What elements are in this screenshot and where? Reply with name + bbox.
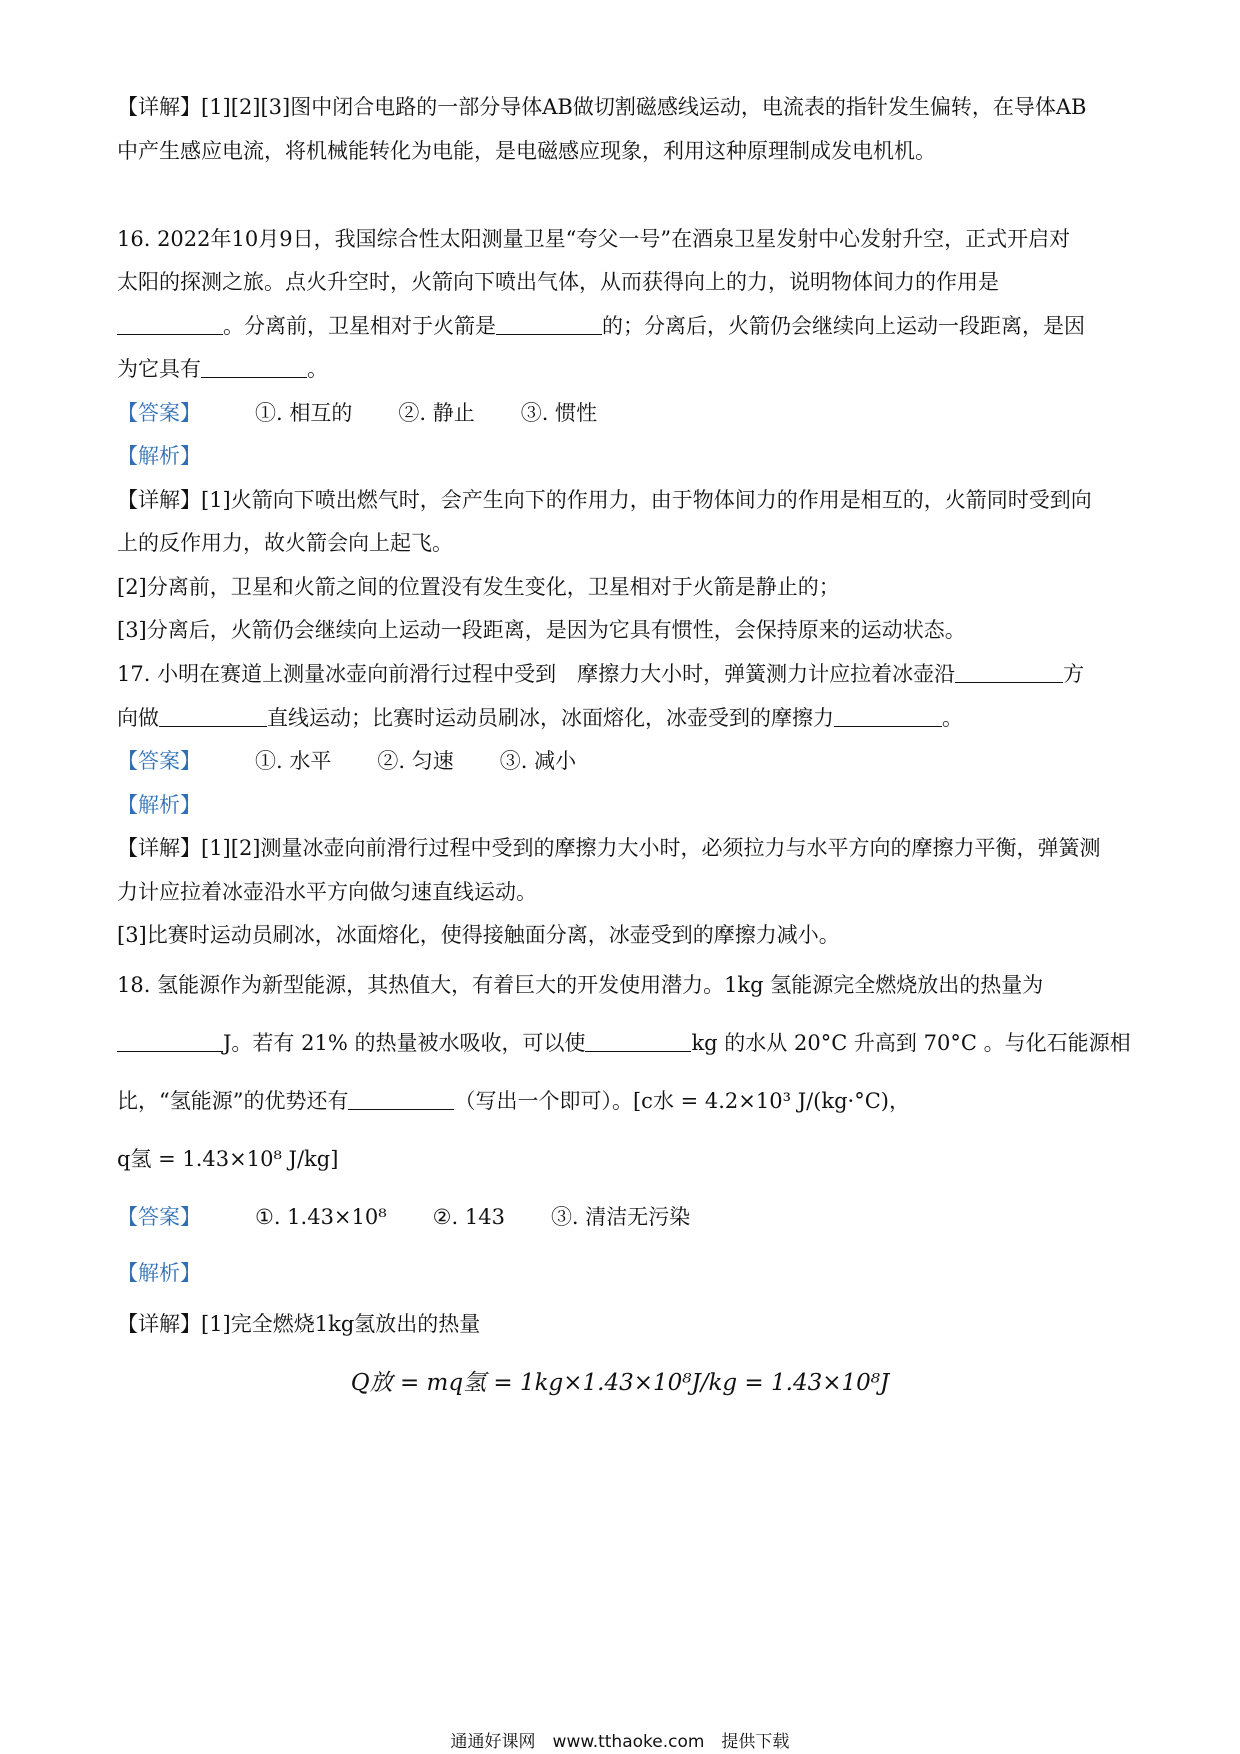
q16-analysis-label: 【解析】 [117, 444, 201, 468]
q18-stem-3b: （写出一个即可）。[c水 = 4.2×10³ J/(kg·°C)， [454, 1089, 910, 1113]
q18-stem-2b: kg 的水从 20°C 升高到 70°C 。与化石能源相 [691, 1031, 1131, 1055]
q16-detail-line-2: 上的反作用力，故火箭会向上起飞。 [117, 531, 453, 555]
q16-blank-1 [117, 312, 223, 335]
q16-answer-row [117, 398, 1127, 428]
q18-answer-row [117, 1202, 1127, 1232]
q18-stem-line-2 [117, 1028, 1131, 1058]
q18-answer-2: ②. 143 [432, 1205, 505, 1229]
q16-stem-line-2: 太阳的探测之旅。点火升空时，火箭向下喷出气体，从而获得向上的力，说明物体间力的作用是 [117, 270, 999, 294]
q16-stem-3a: 。分离前，卫星相对于火箭是 [223, 314, 496, 338]
q18-detail-line-1: 【详解】[1]完全燃烧1kg氢放出的热量 [117, 1312, 481, 1336]
q17-stem-2a: 向做 [117, 706, 159, 730]
q16-answer-3: ③. 惯性 [520, 401, 598, 425]
q18-blank-2 [585, 1029, 691, 1052]
q18-stem-line-1: 18. 氢能源作为新型能源，其热值大，有着巨大的开发使用潜力。1kg 氢能源完全燃烧放出的热量为 [117, 973, 1044, 997]
q17-stem-2b: 直线运动；比赛时运动员刷冰，冰面熔化，冰壶受到的摩擦力 [267, 706, 834, 730]
q18-answer-1: ①. 1.43×10⁸ [255, 1205, 387, 1229]
q17-analysis-label: 【解析】 [117, 793, 201, 817]
q16-stem-line-1: 16. 2022年10月9日，我国综合性太阳测量卫星“夸父一号”在酒泉卫星发射中心发射升空，正式开启对 [117, 227, 1071, 251]
q18-answer-3: ③. 清洁无污染 [550, 1205, 691, 1229]
q17-answer-row [117, 746, 1127, 776]
q17-answer-2: ②. 匀速 [377, 749, 454, 773]
q16-answer-label: 【答案】 [117, 401, 201, 425]
q18-stem-3a: 比，“氢能源”的优势还有 [117, 1089, 349, 1113]
q16-blank-2 [496, 312, 602, 335]
q16-stem-4b: 。 [307, 357, 328, 381]
q16-detail-line-3: [2]分离前，卫星和火箭之间的位置没有发生变化，卫星相对于火箭是静止的； [117, 575, 840, 599]
q17-answer-label: 【答案】 [117, 749, 201, 773]
q17-answer-1: ①. 水平 [255, 749, 332, 773]
q16-stem-line-4 [117, 354, 1127, 384]
q18-analysis-label: 【解析】 [117, 1261, 201, 1285]
p15-detail-line-2: 中产生感应电流，将机械能转化为电能，是电磁感应现象，利用这种原理制成发电机机。 [117, 139, 936, 163]
q16-answer-2: ②. 静止 [398, 401, 475, 425]
q17-blank-3 [834, 704, 942, 727]
q17-stem-1b: 方 [1063, 662, 1085, 686]
q17-detail-line-3: [3]比赛时运动员刷冰，冰面熔化，使得接触面分离，冰壶受到的摩擦力减小。 [117, 923, 840, 947]
q16-stem-4a: 为它具有 [117, 357, 201, 381]
q18-blank-3 [348, 1087, 454, 1110]
q17-answer-3: ③. 减小 [499, 749, 577, 773]
q18-formula: Q放 = mq氢 = 1kg×1.43×10⁸J/kg = 1.43×10⁸J [350, 1370, 890, 1396]
q18-stem-line-4: q氢 = 1.43×10⁸ J/kg] [117, 1147, 339, 1171]
q17-stem-2c: 。 [942, 706, 963, 730]
page-footer: 通通好课网 www.tthaoke.com 提供下载 [450, 1732, 790, 1752]
q16-answer-1: ①. 相互的 [255, 401, 353, 425]
p15-detail-line-1: 【详解】[1][2][3]图中闭合电路的一部分导体AB做切割磁感线运动，电流表的指针发生偏转，在导体AB [117, 95, 1087, 119]
q18-stem-2a: J。若有 21% 的热量被水吸收，可以使 [223, 1031, 586, 1055]
q18-blank-1 [117, 1029, 223, 1052]
q16-detail-line-1: 【详解】[1]火箭向下喷出燃气时，会产生向下的作用力，由于物体间力的作用是相互的，火箭同时受到向 [117, 488, 1092, 512]
q16-detail-line-4: [3]分离后，火箭仍会继续向上运动一段距离，是因为它具有惯性，会保持原来的运动状态。 [117, 618, 966, 642]
q17-stem-line-1 [117, 659, 1127, 689]
q17-stem-line-2 [117, 703, 1127, 733]
q17-blank-1 [955, 660, 1063, 683]
q18-stem-line-3 [117, 1086, 1127, 1116]
q17-blank-2 [159, 704, 267, 727]
q17-detail-line-2: 力计应拉着冰壶沿水平方向做匀速直线运动。 [117, 880, 537, 904]
q16-blank-3 [201, 355, 307, 378]
q17-detail-line-1: 【详解】[1][2]测量冰壶向前滑行过程中受到的摩擦力大小时，必须拉力与水平方向的摩擦力平衡，弹簧测 [117, 836, 1101, 860]
q18-answer-label: 【答案】 [117, 1205, 201, 1229]
q16-stem-line-3 [117, 311, 1127, 341]
q17-stem-1a: 17. 小明在赛道上测量冰壶向前滑行过程中受到 摩擦力大小时，弹簧测力计应拉着冰壶沿 [117, 662, 956, 686]
q16-stem-3b: 的；分离后，火箭仍会继续向上运动一段距离，是因 [602, 314, 1085, 338]
